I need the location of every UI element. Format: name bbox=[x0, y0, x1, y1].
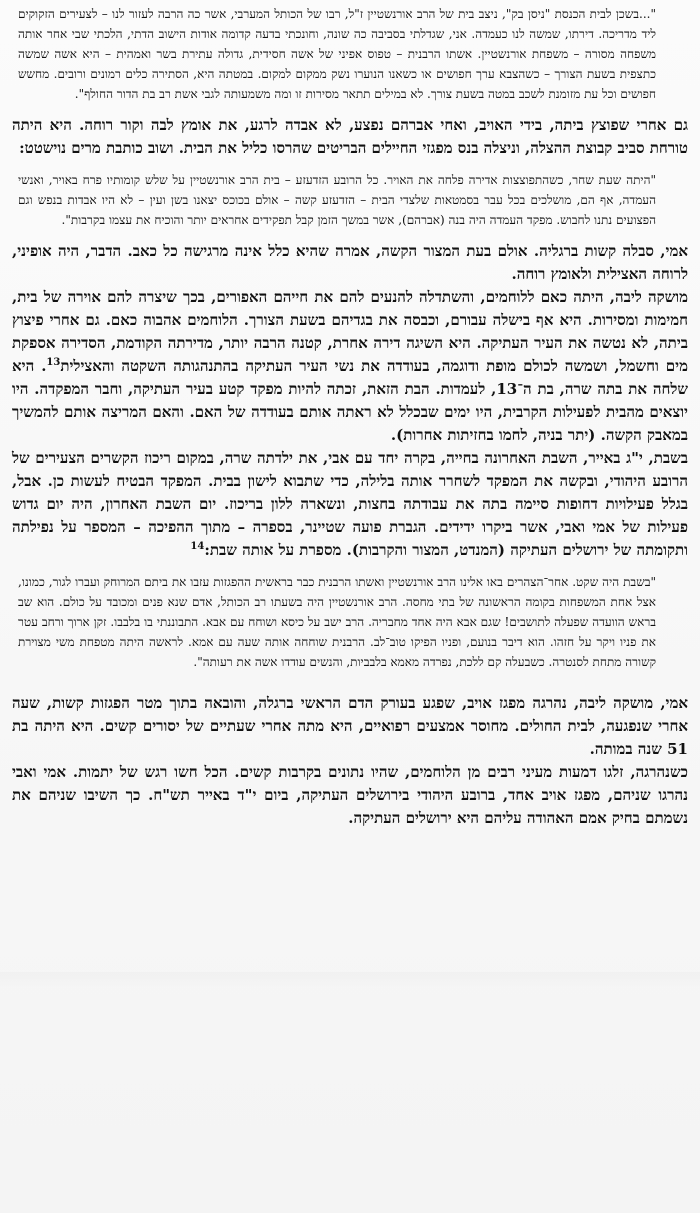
scan-shadow bbox=[0, 972, 700, 988]
spacer bbox=[12, 230, 688, 240]
quote-2-text: "היתה שעת שחר, כשהתפוצצות אדירה פלחה את האויר. כל הרובע הזדעזע – בית הרב אורנשטיין על שלש קומותיו פרח באויר, ואנשי העמדה, אף הם, מושלכים בכל עבר בסמטאות שלצדי הבית – הזדעזע קשה – אולם בכוכס יצאנו בשן ועין – לא היו אבדות בנפש וגם הפצועים נתנו לחבוש. מפקד העמדה היה בנה (אברהם), אשר במשך הזמן קבל תפקידים אחראים יותר והוכיח את עצמו בקרבות". bbox=[18, 173, 657, 227]
quote-block-2 bbox=[12, 170, 688, 230]
paragraph-4 bbox=[12, 447, 688, 562]
paragraph-6-text: כשנהרגה, זלגו דמעות מעיני רבים מן הלוחמים, שהיו נתונים בקרבות קשים. הכל חשו רגש של יתמות. אמי ואבי נהרגו שניהם, מפגז אויב אחד, ברובע היהודי בירושלים העתיקה, ביום י"ד באייר תש"ח. כך השיבו שניהם את נשמתם בחיק אמם האהודה עליהם היא ירושלים העתיקה. bbox=[12, 763, 688, 827]
spacer bbox=[12, 160, 688, 170]
paragraph-3b-text: . היא שלחה את בתה שרה, בת ה־13, לעמדות. הבת הזאת, זכתה להיות מפקד קטע בעיר העתיקה, וחבר המפקדה. היו יוצאים מהבית לפעילות הקרבית, היו ימים שבכלל לא ראתה אותם בעודדה של האם. והאם המריצה אותם להמשיך במאבק הקשה. (יתר בניה, לחמו בחזיתות אחרות). bbox=[12, 357, 688, 444]
paragraph-5-text: אמי, מושקה ליבה, נהרגה מפגז אויב, שפגע בעורק הדם הראשי ברגלה, והובאה בתוך מטר הפגזות קשות, שעה אחרי שנפגעה, לבית החולים. מחוסר אמצעים רפואיים, היא מתה אחרי שעתיים של יסורים קשים. היא היתה בת 51 שנה במותה. bbox=[12, 694, 688, 758]
paragraph-1-text: גם אחרי שפוצץ ביתה, בידי האויב, ואחי אברהם נפצע, לא אבדה לרגע, את אומץ לבה וקור רוחה. היא היתה טורחת סביב קבוצת ההצלה, וניצלה בנס מפגזי החיילים הבריטים שהרסו כליל את הבית. ושוב כותבת מרים נוישטט: bbox=[12, 116, 688, 157]
page-content bbox=[12, 4, 688, 830]
quote-block-1 bbox=[12, 4, 688, 104]
quote-1-text: "...בשכן לבית הכנסת "ניסן בק", ניצב בית של הרב אורנשטיין ז"ל, רבו של הכותל המערבי, אשר כה הרבה לעזור לנו – לצעירים הזקוקים ליד מדריכה. דירתו, שמשה לנו כעמדה. אני, שגדלתי בסביבה כה שונה, וחונכתי בדעה קדומה אודות הישוב הדתי, הלכתי שבי אחר אותה משפחה מסורה – משפחת אורנשטיין. אשתו הרבנית – טפוס אפיני של אשה חסידית, גדולה עתירת בשר ואמהית – היא אשה שמשה כתצפית בשעת הצורך – כשהצבא ערך חפושים או כשאנו הנוערו נשק ממקום למקום. במטתה היא, הסתירה כלים רמונים ורובים. מחשש חפושים וכל עת מזומנת לשכב במטה בשעת צורך. לא במילים תתאר מסירות זו ומה משמעותה לגבי אשת רב בת הדור החולף". bbox=[18, 7, 656, 101]
paragraph-3-text: מושקה ליבה, היתה כאם ללוחמים, והשתדלה להנעים להם את חייהם האפורים, בכך שיצרה להם אוירה של בית, חמימות ומסירות. היא אף בישלה עבורם, וכבסה את בגדיהם בשעת הצורך. הלוחמים אהבוה כאם. גם אחרי פיצוץ ביתה, לא נטשה את העיר העתיקה. היא השיגה דירה אחרת, קטנה הרבה יותר, מדירתה הקודמת, הסדירה אספקת מים וחשמל, ושמשה לכולם מופת ודוגמה, בעודדה את נשי העיר העתיקה בהתנהגותה השקטה והאצילית bbox=[12, 288, 688, 375]
paragraph-5 bbox=[12, 692, 688, 830]
footnote-14: 14 bbox=[190, 541, 205, 552]
footnote-13: 13 bbox=[46, 357, 61, 368]
quote-block-3 bbox=[12, 572, 688, 672]
paragraph-4-text: בשבת, י"ג באייר, השבת האחרונה בחייה, בקרה יחד עם אבי, את ילדתה שרה, במקום ריכוז הקשרים הצעירים של הרובע היהודי, ובקשה את המפקד לשחרר אותה בלילה, כדי שתבוא לישון בבית. המפקד הבטיח לעשות כן. אבל, בגלל פעילויות דחופות סיימה בתה את עבודתה בחצות, ונשארה ללון בריכוז. יום השבת האחרון, היה יום גדוש פעילות של אמי ואבי, אשר ביקרו ידידים. הגברת פועה שטיינר, בספרה – מתוך ההפיכה – המספר על נפילתה ותקומתה של ירושלים העתיקה (המנדט, המצור והקרבות). מספרת על אותה שבת: bbox=[12, 449, 688, 559]
quote-3-text: "בשבת היה שקט. אחר־הצהרים באו אלינו הרב אורנשטיין ואשתו הרבנית כבר בראשית ההפגזות עזבו את ביתם המרוחק ועברו לגור, כמונו, אצל אחת המשפחות בקומה הראשונה של בתי מחסה. הרב אורנשטיין היה בשעתו רב הכותל, אדם שנא פנים ומכובד על כולם. הוא שב בראש הוועדה שפעלה לתושבים! שגם אבא היה אחד מחבריה. הרב ישב על כיסא ושוחח עם אבא. התבוננתי בו בלבבו. זקן ארוך ורחב עטר את פניו ויקר על חזהו. הוא דיבר בנועם, ופניו הפיקו טוב־לב. הרבנית שוחחה אותה שעה עם אמא. לראשה היתה מטפחת משי מצוירת קשורה מתחת לסנטרה. כשבעלה קם ללכת, נפרדה מאמא בלבביות, והנשים עודדו אשה את רעותה". bbox=[18, 575, 656, 669]
paragraph-2 bbox=[12, 240, 688, 562]
paragraph-2-text: אמי, סבלה קשות ברגליה. אולם בעת המצור הקשה, אמרה שהיא כלל אינה מרגישה כל כאב. הדבר, היה אופיני, לרוחה האצילית ולאומץ רוחה. bbox=[12, 242, 688, 283]
spacer bbox=[12, 672, 688, 692]
spacer bbox=[12, 104, 688, 114]
paragraph-1 bbox=[12, 114, 688, 160]
spacer bbox=[12, 562, 688, 572]
paragraph-3 bbox=[12, 286, 688, 447]
